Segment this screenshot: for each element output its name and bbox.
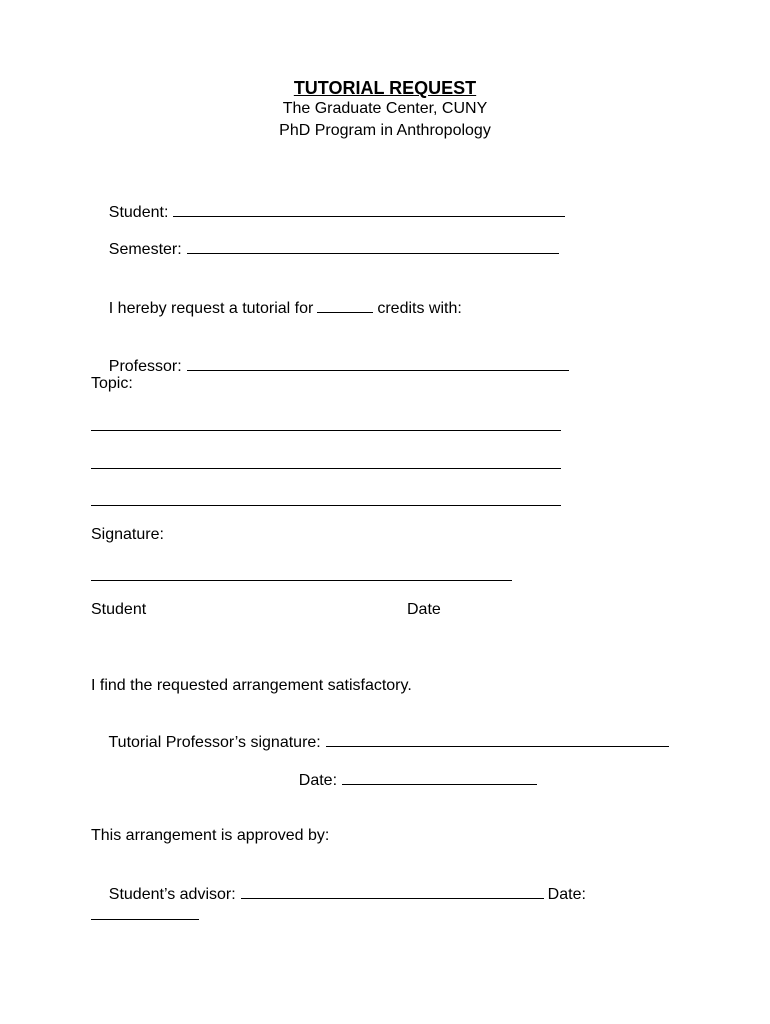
student-label: Student: — [108, 204, 169, 221]
professor-row — [91, 336, 569, 397]
professor-statement: I find the requested arrangement satisfactory. — [91, 677, 412, 694]
professor-label: Professor: — [108, 358, 182, 375]
advisor-row — [91, 864, 586, 925]
student-signature-field[interactable] — [91, 580, 512, 581]
professor-signature-label: Tutorial Professor’s signature: — [108, 734, 321, 751]
topic-field-line-2[interactable] — [91, 468, 561, 469]
request-text-prefix: I hereby request a tutorial for — [108, 300, 314, 317]
approval-statement: This arrangement is approved by: — [91, 827, 330, 844]
institution-name: The Graduate Center, CUNY — [282, 100, 488, 117]
semester-field[interactable] — [187, 239, 559, 254]
professor-name-field[interactable] — [187, 356, 569, 371]
professor-date-label: Date: — [298, 772, 338, 789]
semester-row — [91, 219, 559, 280]
form-title: TUTORIAL REQUEST — [293, 78, 477, 98]
advisor-date-field[interactable] — [91, 919, 199, 920]
advisor-date-label: Date: — [547, 886, 586, 903]
semester-label: Semester: — [108, 241, 182, 258]
program-name: PhD Program in Anthropology — [279, 122, 491, 139]
signature-label: Signature: — [91, 526, 164, 543]
professor-date-field[interactable] — [342, 770, 537, 785]
advisor-label: Student’s advisor: — [108, 886, 236, 903]
topic-label: Topic: — [91, 375, 133, 392]
credits-request-row — [91, 278, 462, 339]
signature-date-caption: Date — [407, 601, 441, 618]
topic-field-line-1[interactable] — [91, 430, 561, 431]
signature-student-caption: Student — [91, 601, 147, 618]
request-text-suffix: credits with: — [377, 300, 462, 317]
advisor-signature-field[interactable] — [241, 884, 544, 899]
topic-field-line-3[interactable] — [91, 505, 561, 506]
student-name-field[interactable] — [173, 202, 565, 217]
credits-field[interactable] — [317, 298, 373, 313]
professor-date-row — [281, 750, 537, 811]
professor-signature-field[interactable] — [326, 732, 669, 747]
